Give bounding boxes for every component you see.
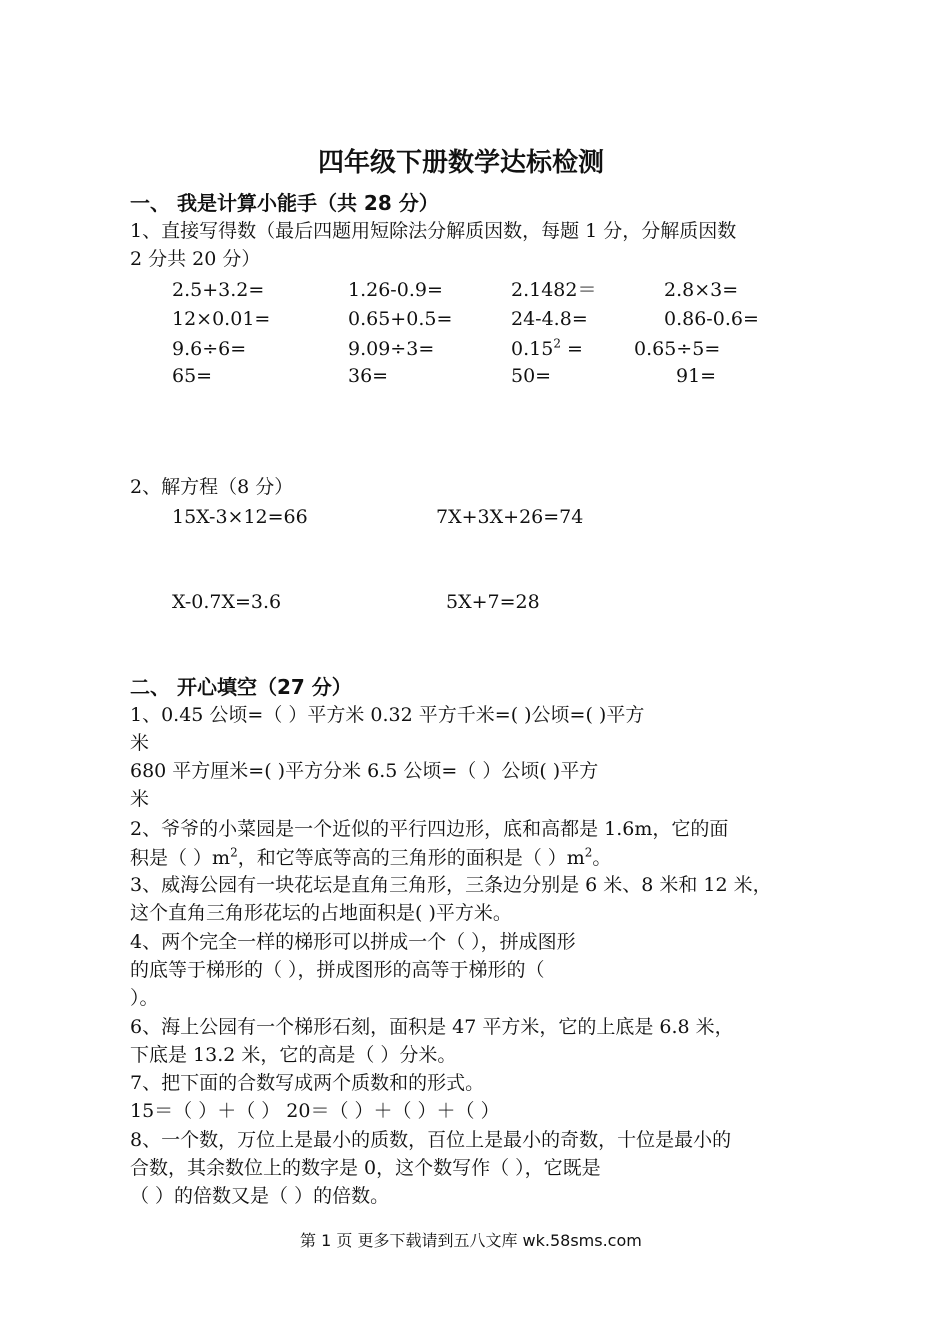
fill-line: 米 xyxy=(130,732,150,754)
fill-line: 7、把下面的合数写成两个质数和的形式。 xyxy=(130,1072,485,1094)
fill-line: 这个直角三角形花坛的占地面积是( )平方米。 xyxy=(130,902,512,924)
calc-item: 0.65+0.5= xyxy=(348,308,453,330)
calc-item: 24-4.8= xyxy=(511,308,588,330)
fill-line: （ ）的倍数又是（ ）的倍数。 xyxy=(130,1185,390,1207)
equation: 15X-3×12=66 xyxy=(172,506,308,528)
equation: 5X+7=28 xyxy=(446,591,540,613)
q2-heading: 2、解方程（8 分） xyxy=(130,476,294,498)
calc-item: 2.1482＝ xyxy=(511,279,597,301)
page-footer: 第 1 页 更多下载请到五八文库 wk.58sms.com xyxy=(300,1231,642,1250)
fill-line: 8、一个数，万位上是最小的质数，百位上是最小的奇数，十位是最小的 xyxy=(130,1129,732,1151)
calc-item: 0.86-0.6= xyxy=(664,308,759,330)
fill-line: 6、海上公园有一个梯形石刻，面积是 47 平方米，它的上底是 6.8 米， xyxy=(130,1016,734,1038)
calc-item: 91= xyxy=(676,365,717,387)
equation: X-0.7X=3.6 xyxy=(172,591,282,613)
calc-item-square: $0.15^2$ = xyxy=(511,336,583,360)
calc-item: 2.5+3.2= xyxy=(172,279,265,301)
fill-line: 15＝（ ）＋（ ） 20＝（ ）＋（ ）＋（ ） xyxy=(130,1100,500,1122)
fill-line: 4、两个完全一样的梯形可以拼成一个（ ），拼成图形 xyxy=(130,931,576,953)
calc-item: 36= xyxy=(348,365,389,387)
equation: 7X+3X+26=74 xyxy=(436,506,584,528)
calc-item: 0.65÷5= xyxy=(634,338,721,360)
fill-line: ）。 xyxy=(130,987,159,1009)
calc-item: 1.26-0.9= xyxy=(348,279,443,301)
calc-item: 65= xyxy=(172,365,213,387)
fill-line-with-units: 积是（ ）$m^2$，和它等底等高的三角形的面积是（ ）$m^2$。 xyxy=(130,845,612,869)
calc-item: 50= xyxy=(511,365,552,387)
fill-line: 3、威海公园有一块花坛是直角三角形，三条边分别是 6 米、8 米和 12 米， xyxy=(130,874,772,896)
fill-line: 680 平方厘米=( )平方分米 6.5 公顷=（ ）公顷( )平方 xyxy=(130,760,599,782)
q1-instruction-line2: 2 分共 20 分） xyxy=(130,248,261,270)
fill-line: 下底是 13.2 米，它的高是（ ）分米。 xyxy=(130,1044,457,1066)
fill-line: 的底等于梯形的（ ），拼成图形的高等于梯形的（ xyxy=(130,959,545,981)
fill-line: 2、爷爷的小菜园是一个近似的平行四边形，底和高都是 1.6m，它的面 xyxy=(130,818,729,840)
calc-item: 12×0.01= xyxy=(172,308,271,330)
section2-heading: 二、 开心填空（27 分） xyxy=(130,675,352,699)
calc-item: 9.6÷6= xyxy=(172,338,247,360)
fill-line: 米 xyxy=(130,788,150,810)
calc-item: 9.09÷3= xyxy=(348,338,435,360)
calc-item: 2.8×3= xyxy=(664,279,739,301)
q1-instruction-line1: 1、直接写得数（最后四题用短除法分解质因数，每题 1 分，分解质因数 xyxy=(130,220,737,242)
fill-line: 合数，其余数位上的数字是 0，这个数写作（ ），它既是 xyxy=(130,1157,601,1179)
fill-line: 1、0.45 公顷=（ ）平方米 0.32 平方千米=( )公顷=( )平方 xyxy=(130,704,645,726)
section1-heading: 一、 我是计算小能手（共 28 分） xyxy=(130,191,439,215)
page-title: 四年级下册数学达标检测 xyxy=(318,148,605,178)
